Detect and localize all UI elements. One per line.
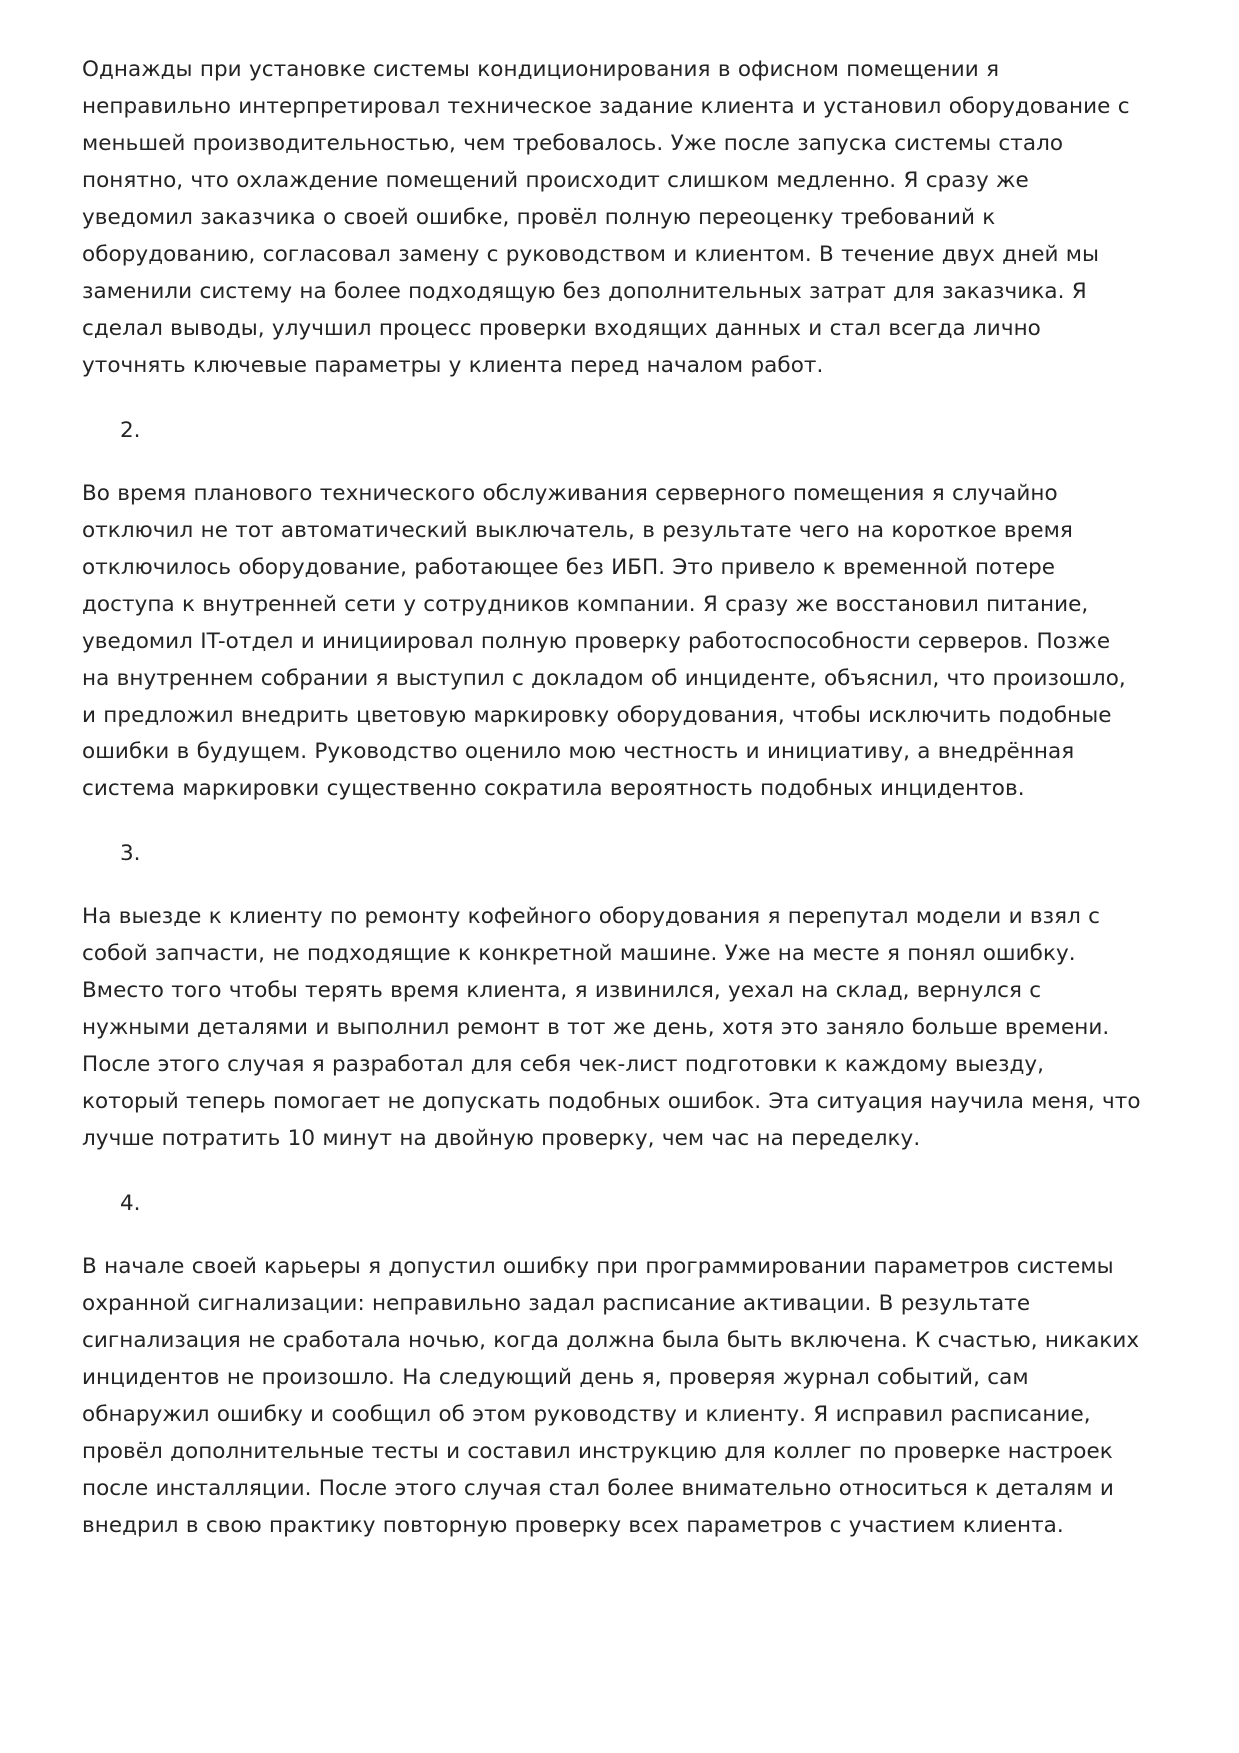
paragraph-spacer bbox=[82, 808, 1143, 836]
paragraph-item-2-text: Во время планового технического обслуживания серверного помещения я случайно отключил не тот автоматический выключатель, в результате чего на короткое время отключилось оборудование, работающее без ИБП. Это привело к временной потере доступа к внутренней сети у сотрудников компании. Я сразу же восстановил питание, уведомил IT-отдел и инициировал полную проверку работоспособности серверов. Позже на внутреннем собрании я выступил с докладом об инциденте, объяснил, что произошло, и предложил внедрить цветовую маркировку оборудования, чтобы исключить подобные ошибки в будущем. Руководство оценило мою честность и инициативу, а внедрённая система маркировки существенно сократила вероятность подобных инцидентов. bbox=[82, 480, 1126, 802]
paragraph-spacer bbox=[82, 385, 1143, 413]
list-marker-3: 3. bbox=[120, 841, 141, 867]
paragraph-spacer bbox=[82, 1158, 1143, 1186]
paragraph-item-3-text: На выезде к клиенту по ремонту кофейного оборудования я перепутал модели и взял с собой запчасти, не подходящие к конкретной машине. Уже на месте я понял ошибку. Вместо того чтобы терять время клиента, я извинился, уехал на склад, вернулся с нужными деталями и выполнил ремонт в тот же день, хотя это заняло больше времени. После этого случая я разработал для себя чек-лист подготовки к каждому выезду, который теперь помогает не допускать подобных ошибок. Эта ситуация научила меня, что лучше потратить 10 минут на двойную проверку, чем час на переделку. bbox=[82, 904, 1141, 1152]
list-spacer bbox=[82, 450, 1143, 476]
paragraph-item-4-text: В начале своей карьеры я допустил ошибку при программировании параметров системы охранной сигнализации: неправильно задал расписание активации. В результате сигнализация не сработала ночью, когда должна была быть включена. К счастью, никаких инцидентов не произошло. На следующий день я, проверяя журнал событий, сам обнаружил ошибку и сообщил об этом руководству и клиенту. Я исправил расписание, провёл дополнительные тесты и составил инструкцию для коллег по проверке настроек после инсталляции. После этого случая стал более внимательно относиться к деталям и внедрил в свою практику повторную проверку всех параметров с участием клиента. bbox=[82, 1254, 1140, 1538]
list-spacer bbox=[82, 1223, 1143, 1249]
list-marker-2: 2. bbox=[120, 417, 141, 443]
list-spacer bbox=[82, 873, 1143, 899]
paragraph-item-1-text: Однажды при установке системы кондиционирования в офисном помещении я неправильно интерпретировал техническое задание клиента и установил оборудование с меньшей производительностью, чем требовалось. Уже после запуска системы стало понятно, что охлаждение помещений происходит слишком медленно. Я сразу же уведомил заказчика о своей ошибке, провёл полную переоценку требований к оборудованию, согласовал замену с руководством и клиентом. В течение двух дней мы заменили систему на более подходящую без дополнительных затрат для заказчика. Я сделал выводы, улучшил процесс проверки входящих данных и стал всегда лично уточнять ключевые параметры у клиента перед началом работ. bbox=[82, 57, 1130, 378]
document-body bbox=[82, 52, 1143, 1545]
list-marker-4: 4. bbox=[120, 1191, 141, 1217]
